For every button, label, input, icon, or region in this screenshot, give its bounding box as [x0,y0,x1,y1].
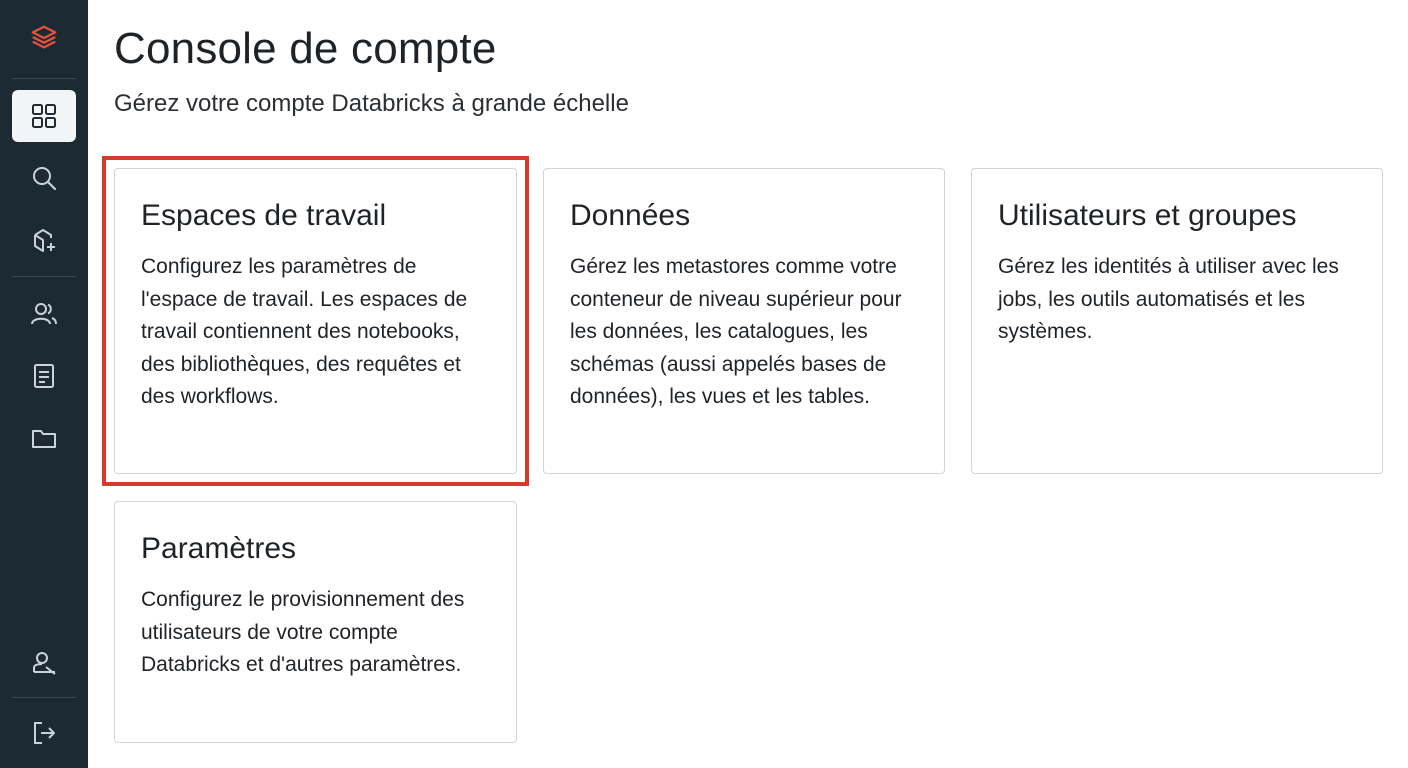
sidebar-divider [12,697,76,698]
search-icon [29,163,59,193]
users-icon [29,299,59,329]
folder-icon [29,423,59,453]
sidebar-item-workspaces[interactable] [12,90,76,142]
page-title: Console de compte [114,24,497,73]
sidebar [0,0,88,768]
card-description: Configurez le provisionnement des utilisateurs de votre compte Databricks et d'autres paramètres. [141,588,465,676]
card-description: Gérez les metastores comme votre conteneur de niveau supérieur pour les données, les catalogues, les schémas (aussi appelés bases de données), les vues et les tables. [570,255,902,408]
databricks-logo[interactable] [12,12,76,64]
catalog-icon [29,225,59,255]
main-content [88,0,1408,768]
card-title: Espaces de travail [141,199,387,232]
sidebar-item-folders[interactable] [12,412,76,464]
card-settings[interactable] [114,501,517,743]
grid-icon [29,101,59,131]
card-title: Utilisateurs et groupes [998,199,1297,232]
card-workspaces[interactable] [114,168,517,474]
sidebar-item-documents[interactable] [12,350,76,402]
sidebar-item-user-settings[interactable] [12,636,76,688]
sidebar-divider [12,78,76,79]
card-data[interactable] [543,168,945,474]
databricks-logo-icon [29,23,59,53]
sidebar-item-search[interactable] [12,152,76,204]
sidebar-item-catalog[interactable] [12,214,76,266]
card-description: Configurez les paramètres de l'espace de travail. Les espaces de travail contiennent des notebooks, des bibliothèques, des requêtes et des workflows. [141,255,468,408]
user-settings-icon [29,647,59,677]
sidebar-item-users[interactable] [12,288,76,340]
card-description: Gérez les identités à utiliser avec les jobs, les outils automatisés et les systèmes. [998,255,1339,343]
logout-icon [29,718,59,748]
page-subtitle: Gérez votre compte Databricks à grande échelle [114,90,629,117]
sidebar-item-logout[interactable] [12,707,76,759]
card-users-groups[interactable] [971,168,1383,474]
sidebar-divider [12,276,76,277]
card-title: Données [570,199,691,232]
card-title: Paramètres [141,532,297,565]
document-icon [29,361,59,391]
